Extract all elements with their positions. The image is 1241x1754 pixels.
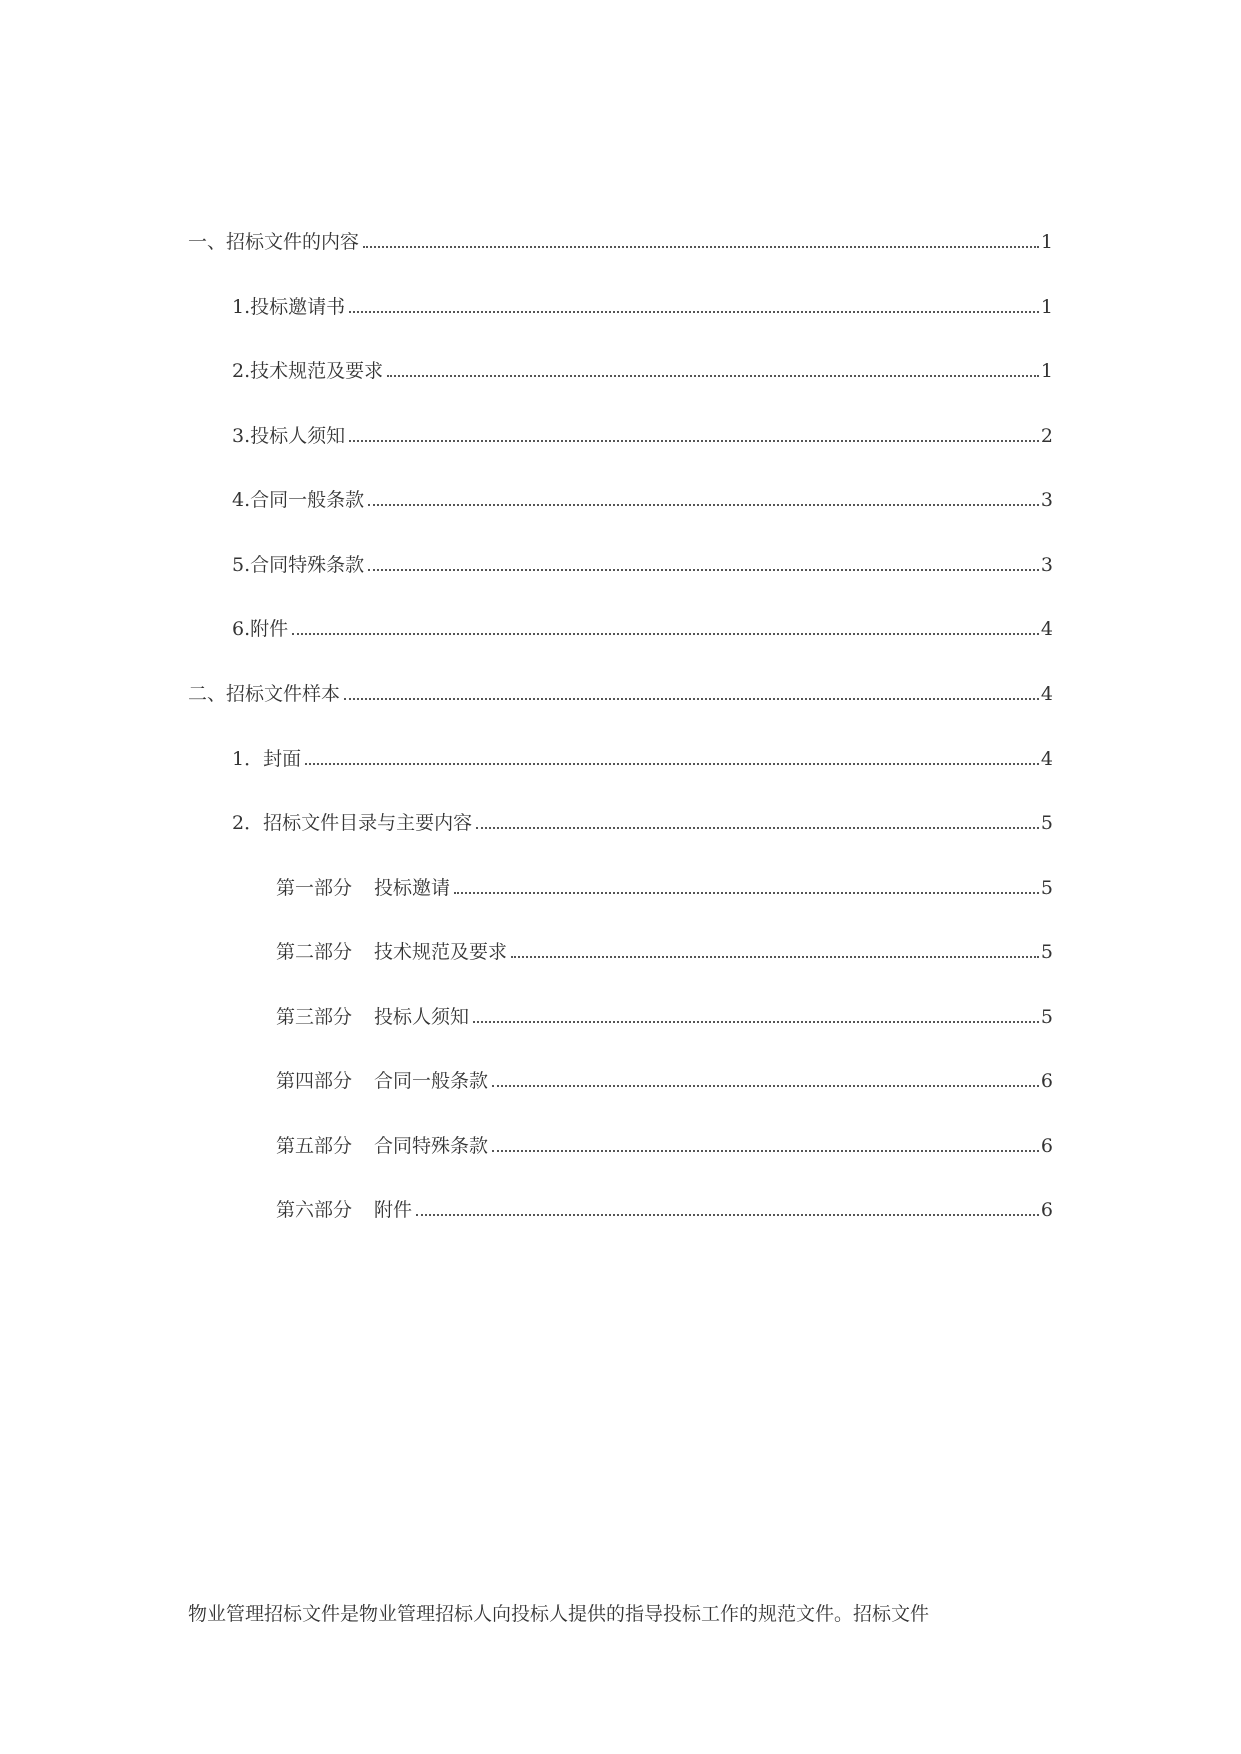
toc-entry-title: 1．封面: [232, 748, 302, 770]
toc-entry-level3[interactable]: [276, 1128, 1053, 1158]
toc-entry-level3[interactable]: [276, 999, 1053, 1029]
toc-part-title: 合同一般条款: [374, 1070, 489, 1092]
toc-entry-level3[interactable]: [276, 870, 1053, 900]
toc-entry-level3[interactable]: [276, 934, 1053, 964]
toc-page-number: 2: [1040, 425, 1053, 447]
toc-entry-title: 5.合同特殊条款: [232, 554, 365, 576]
toc-entry-level1[interactable]: [188, 676, 1053, 706]
toc-page-number: 4: [1040, 748, 1053, 770]
toc-page-number: 4: [1040, 618, 1053, 640]
toc-page-number: 6: [1040, 1135, 1053, 1157]
intro-paragraph: 物业管理招标文件是物业管理招标人向投标人提供的指导投标工作的规范文件。招标文件: [188, 1603, 930, 1625]
toc-entry-level2[interactable]: [232, 805, 1053, 835]
toc-dot-leader: [292, 633, 1039, 635]
toc-page-number: 5: [1040, 877, 1053, 899]
toc-dot-leader: [349, 311, 1039, 313]
toc-part-label: 第二部分: [276, 941, 353, 963]
toc-dot-leader: [492, 1085, 1039, 1087]
toc-entry-level2[interactable]: [232, 547, 1053, 577]
toc-page-number: 3: [1040, 489, 1053, 511]
toc-dot-leader: [349, 440, 1039, 442]
toc-entry-title: [276, 876, 452, 900]
toc-entry-level3[interactable]: [276, 1192, 1053, 1222]
toc-part-title: 投标人须知: [374, 1006, 470, 1028]
toc-page-number: 1: [1040, 231, 1053, 253]
toc-page-number: 6: [1040, 1070, 1053, 1092]
toc-dot-leader: [305, 763, 1039, 765]
toc-page-number: 3: [1040, 554, 1053, 576]
toc-entry-level2[interactable]: [232, 741, 1053, 771]
toc-part-title: 附件: [374, 1199, 413, 1221]
toc-dot-leader: [454, 892, 1039, 894]
toc-entry-level1[interactable]: [188, 224, 1053, 254]
toc-entry-title: [276, 1134, 490, 1158]
toc-entry-level2[interactable]: [232, 482, 1053, 512]
toc-part-title: 投标邀请: [374, 877, 451, 899]
toc-page-number: 4: [1040, 683, 1053, 705]
toc-part-label: 第四部分: [276, 1070, 353, 1092]
toc-dot-leader: [476, 827, 1039, 829]
toc-entry-title: [276, 940, 509, 964]
toc-part-label: 第五部分: [276, 1135, 353, 1157]
toc-dot-leader: [387, 375, 1039, 377]
toc-page-number: 5: [1040, 812, 1053, 834]
toc-page-number: 6: [1040, 1199, 1053, 1221]
toc-part-title: 合同特殊条款: [374, 1135, 489, 1157]
toc-part-label: 第一部分: [276, 877, 353, 899]
toc-entry-title: [276, 1198, 414, 1222]
toc-dot-leader: [416, 1214, 1039, 1216]
toc-dot-leader: [492, 1150, 1039, 1152]
toc-entry-level2[interactable]: [232, 289, 1053, 319]
toc-dot-leader: [368, 569, 1039, 571]
toc-dot-leader: [368, 504, 1039, 506]
toc-dot-leader: [363, 246, 1039, 248]
toc-entry-level2[interactable]: [232, 353, 1053, 383]
toc-entry-title: 2．招标文件目录与主要内容: [232, 812, 473, 834]
toc-part-title: 技术规范及要求: [374, 941, 508, 963]
toc-part-label: 第三部分: [276, 1006, 353, 1028]
toc-entry-title: 4.合同一般条款: [232, 489, 365, 511]
toc-page-number: 1: [1040, 296, 1053, 318]
toc-entry-title: 3.投标人须知: [232, 425, 346, 447]
toc-entry-level2[interactable]: [232, 611, 1053, 641]
toc-dot-leader: [473, 1021, 1039, 1023]
toc-dot-leader: [511, 956, 1039, 958]
toc-entry-title: 一、招标文件的内容: [188, 231, 360, 253]
toc-entry-title: 2.技术规范及要求: [232, 360, 384, 382]
toc-entry-title: [276, 1069, 490, 1093]
toc-page-number: 5: [1040, 1006, 1053, 1028]
toc-part-label: 第六部分: [276, 1199, 353, 1221]
toc-entry-title: 1.投标邀请书: [232, 296, 346, 318]
toc-entry-title: [276, 1005, 471, 1029]
toc-entry-title: 二、招标文件样本: [188, 683, 341, 705]
toc-entry-title: 6.附件: [232, 618, 289, 640]
toc-entry-level3[interactable]: [276, 1063, 1053, 1093]
toc-entry-level2[interactable]: [232, 418, 1053, 448]
toc-dot-leader: [344, 698, 1039, 700]
toc-page-number: 5: [1040, 941, 1053, 963]
toc-page-number: 1: [1040, 360, 1053, 382]
